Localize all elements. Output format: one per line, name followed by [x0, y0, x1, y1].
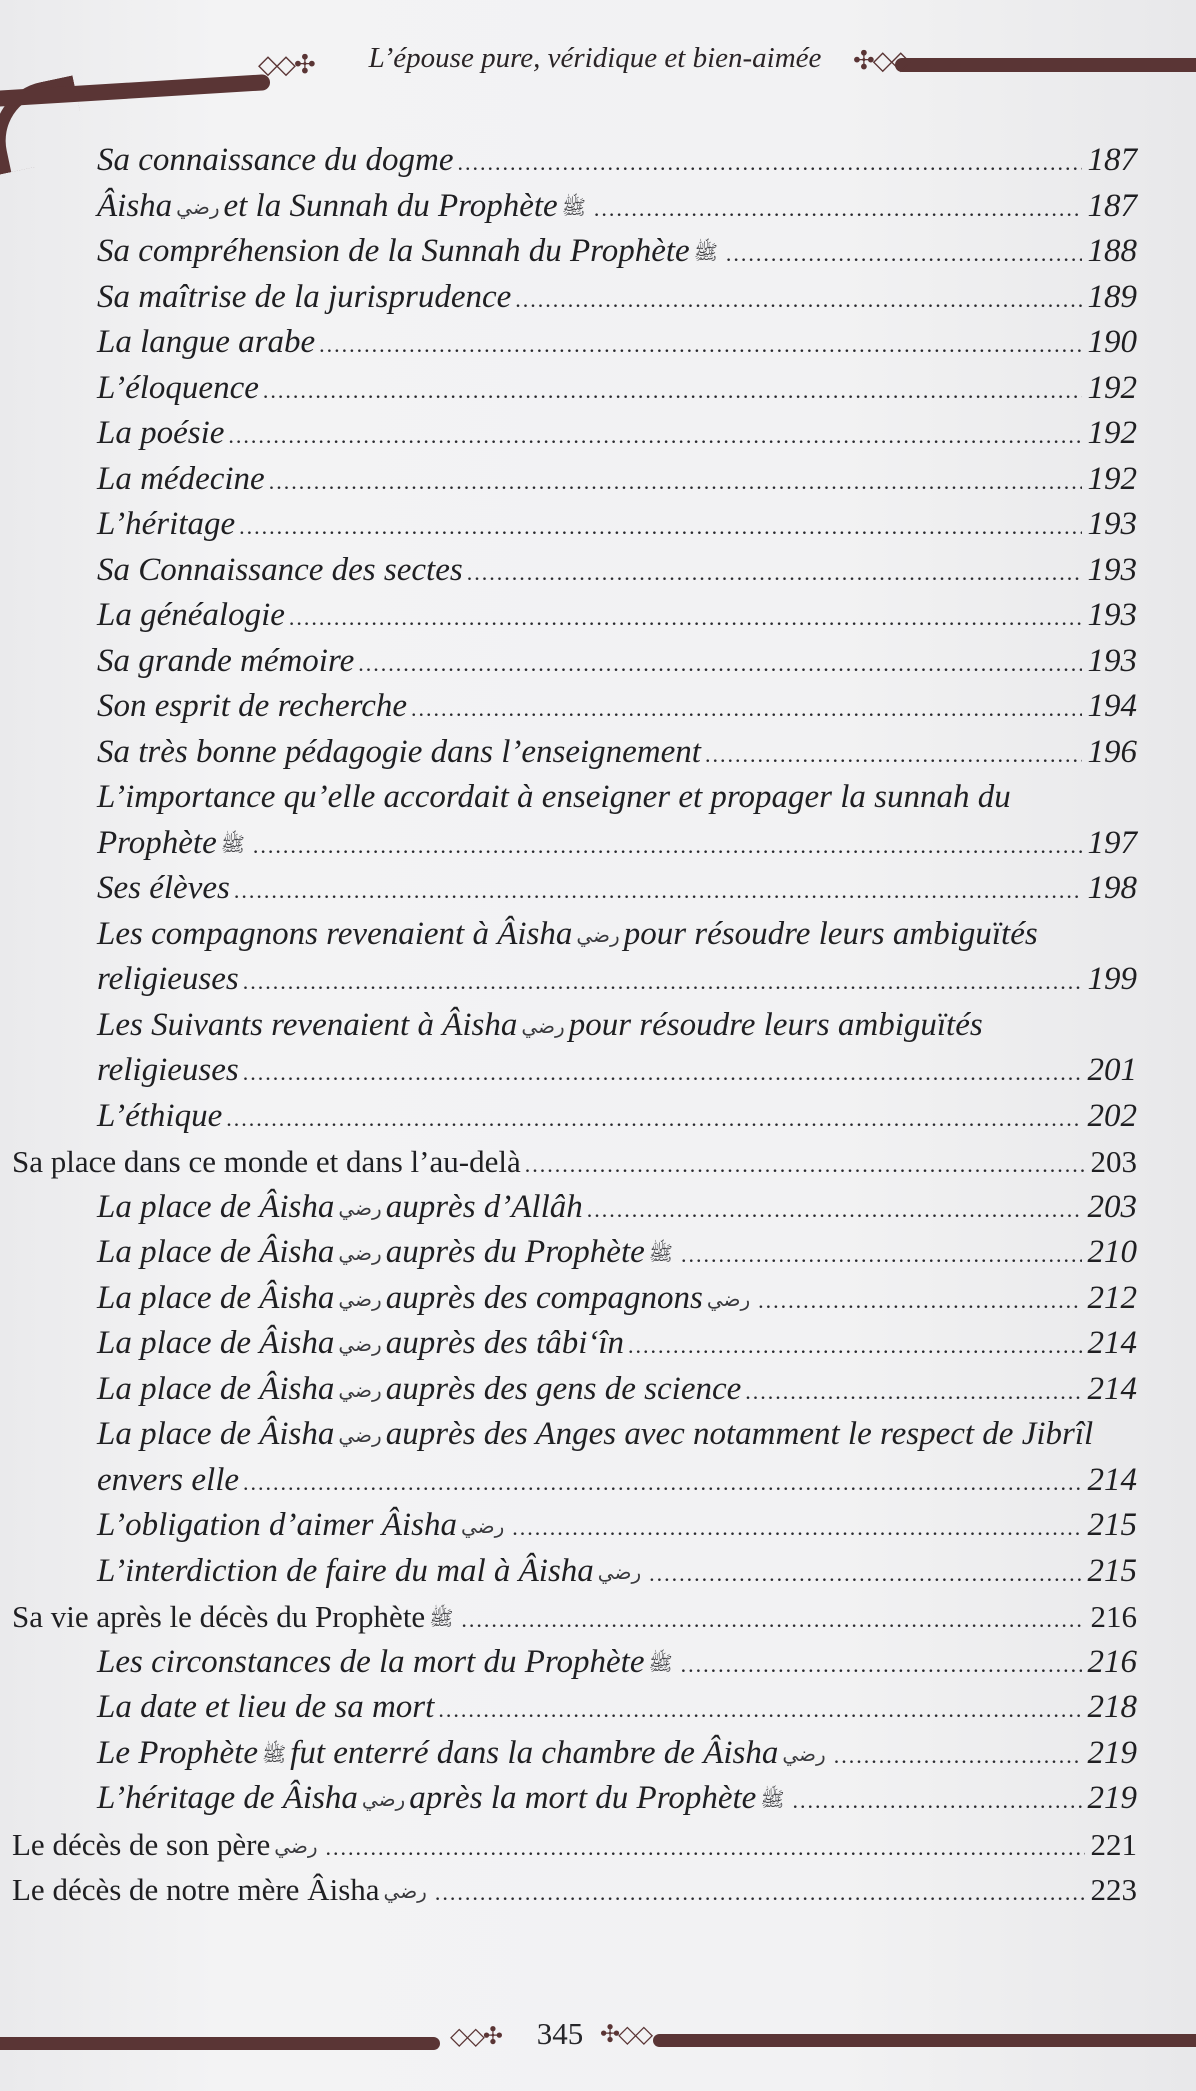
toc-entry-row — [97, 1731, 1137, 1779]
toc-entry-label — [97, 1731, 830, 1778]
toc-subsection-entry — [0, 1776, 1196, 1822]
toc-page-number: 198 — [1087, 870, 1137, 906]
toc-page-number: 193 — [1087, 642, 1137, 679]
toc-page-number: 192 — [1087, 369, 1137, 406]
toc-entry-label — [97, 916, 1038, 952]
honorific-icon: رضي — [338, 1286, 382, 1311]
toc-entry-text: La généalogie — [97, 597, 285, 633]
toc-entry-text: Sa vie après le décès du Prophète — [12, 1599, 426, 1634]
toc-subsection-entry — [0, 1230, 1196, 1276]
toc-entry-row — [97, 775, 1137, 821]
toc-entry-label — [97, 957, 239, 1003]
toc-entry-text: L’importance qu’elle accordait à enseigner et propager la sunnah du — [97, 779, 1011, 815]
toc-entry-text: auprès des Anges avec notamment le respect de Jibrîl — [385, 1416, 1094, 1452]
toc-entry-row — [97, 639, 1137, 687]
toc-entry-text: pour résoudre leurs ambiguïtés — [568, 1006, 983, 1043]
toc-page-number: 201 — [1087, 1052, 1137, 1088]
toc-entry-text: Âisha — [97, 187, 173, 224]
honorific-icon: رضي — [521, 1013, 565, 1038]
toc-subsection-entry — [0, 275, 1196, 321]
toc-entry-text: L’héritage de Âisha — [97, 1780, 358, 1816]
toc-entry-label — [97, 1503, 508, 1550]
toc-subsection-entry — [0, 1094, 1196, 1140]
toc-subsection-entry — [0, 184, 1196, 230]
toc-entry-text: Sa place dans ce monde et dans l’au-delà — [12, 1144, 521, 1179]
dot-leader — [438, 1687, 1081, 1733]
dot-leader — [253, 823, 1082, 869]
toc-entry-label — [97, 639, 354, 685]
toc-entry-label — [97, 779, 1011, 815]
footer-ornament-left-icon: ◇◇✣ — [450, 2022, 502, 2050]
toc-page-number: 196 — [1087, 733, 1137, 770]
toc-entry-row — [97, 1367, 1137, 1415]
table-of-contents — [0, 138, 1196, 1913]
toc-entry-label — [97, 502, 235, 548]
toc-entry-row — [97, 1003, 1137, 1050]
toc-entry-label — [97, 1367, 741, 1414]
header-ornament-left-icon: ◇◇✣ — [258, 50, 314, 80]
toc-page-number: 219 — [1087, 1734, 1137, 1771]
toc-entry-row — [97, 548, 1137, 596]
dot-leader — [435, 1870, 1085, 1916]
toc-entry-label — [97, 1094, 222, 1140]
toc-entry-row — [97, 821, 1137, 869]
toc-entry-text: Le décès de notre mère Âisha — [12, 1872, 380, 1907]
toc-entry-label — [97, 1230, 677, 1277]
toc-entry-row — [97, 1458, 1137, 1506]
toc-entry-label — [97, 1321, 624, 1368]
toc-entry-row — [97, 730, 1137, 778]
toc-entry-row — [97, 1094, 1137, 1142]
dot-leader — [649, 1551, 1081, 1597]
toc-subsection-entry — [0, 866, 1196, 912]
toc-subsection-entry — [0, 320, 1196, 366]
toc-page-number: 221 — [1090, 1826, 1137, 1862]
toc-entry-row — [97, 457, 1137, 505]
toc-entry-label — [97, 548, 463, 594]
toc-entry-row — [97, 1549, 1137, 1597]
toc-entry-text: La poésie — [97, 415, 225, 451]
dot-leader — [587, 1187, 1082, 1233]
toc-entry-text: La place de Âisha — [97, 1279, 335, 1316]
toc-entry-row — [97, 1230, 1137, 1278]
toc-entry-text: Sa maîtrise de la jurisprudence — [97, 278, 512, 315]
honorific-icon: ﷺ — [760, 1787, 785, 1811]
toc-entry-text: religieuses — [97, 961, 239, 997]
toc-page-number: 219 — [1087, 1780, 1137, 1816]
toc-page-number: 214 — [1087, 1325, 1137, 1361]
toc-entry-label — [97, 229, 722, 276]
running-header-title: L’épouse pure, véridique et bien-aimée — [368, 42, 822, 74]
dot-leader — [234, 868, 1082, 914]
toc-page-number: 216 — [1090, 1599, 1137, 1634]
toc-subsection-entry — [0, 457, 1196, 503]
toc-entry-text: La langue arabe — [97, 324, 316, 360]
toc-page-number: 218 — [1087, 1689, 1137, 1725]
toc-entry-text: fut enterré dans la chambre de Âisha — [290, 1734, 779, 1771]
toc-entry-text: La place de Âisha — [97, 1370, 335, 1407]
toc-entry-text: L’interdiction de faire du mal à Âisha — [97, 1552, 594, 1589]
toc-entry-row — [12, 1594, 1137, 1643]
toc-entry-text: Le décès de son père — [12, 1826, 271, 1862]
toc-subsection-entry — [0, 775, 1196, 821]
honorific-icon: رضي — [176, 194, 220, 219]
header-ornament-right-icon: ✣◇◇ — [853, 46, 909, 76]
toc-entry-label — [12, 1594, 457, 1642]
toc-subsection-entry — [0, 548, 1196, 594]
toc-entry-text: Les Suivants revenaient à Âisha — [97, 1006, 518, 1043]
toc-entry-label — [97, 275, 511, 321]
toc-subsection-entry — [0, 1503, 1196, 1549]
toc-subsection-entry — [0, 229, 1196, 275]
toc-entry-label — [97, 1640, 677, 1687]
toc-subsection-entry — [0, 1185, 1196, 1231]
toc-subsection-entry — [0, 1276, 1196, 1322]
toc-subsection-entry — [0, 502, 1196, 548]
toc-entry-text: auprès du Prophète — [385, 1234, 645, 1270]
toc-subsection-entry — [0, 593, 1196, 639]
dot-leader — [681, 1232, 1082, 1278]
toc-entry-row — [97, 138, 1137, 186]
footer-ornament-right-icon: ✣◇◇ — [600, 2020, 652, 2048]
toc-entry-label — [97, 730, 701, 776]
dot-leader — [726, 231, 1082, 277]
toc-entry-row — [97, 229, 1137, 277]
toc-entry-label — [97, 457, 265, 503]
toc-entry-row — [97, 275, 1137, 323]
toc-page-number: 187 — [1087, 187, 1137, 224]
toc-entry-label — [97, 1007, 983, 1043]
toc-entry-row — [97, 1185, 1137, 1233]
dot-leader — [792, 1778, 1081, 1824]
toc-page-number: 192 — [1087, 415, 1137, 451]
dot-leader — [681, 1642, 1082, 1688]
toc-subsection-entry — [0, 1640, 1196, 1686]
honorific-icon: ﷺ — [648, 1650, 673, 1675]
toc-page-number: 193 — [1087, 597, 1137, 633]
toc-section-entry — [0, 1139, 1196, 1185]
toc-entry-label — [97, 138, 454, 184]
dot-leader — [467, 550, 1082, 596]
toc-entry-label — [97, 684, 407, 730]
honorific-icon: ﷺ — [220, 831, 245, 856]
toc-entry-row — [97, 411, 1137, 459]
page-header — [0, 20, 1196, 130]
dot-leader — [243, 1460, 1081, 1506]
toc-entry-row — [97, 366, 1137, 414]
toc-page-number: 203 — [1090, 1144, 1137, 1179]
footer-bar-right — [653, 2034, 1196, 2047]
dot-leader — [745, 1369, 1081, 1415]
toc-page-number: 215 — [1087, 1552, 1137, 1589]
honorific-icon: رضي — [338, 1241, 382, 1265]
toc-page-number: 214 — [1087, 1461, 1137, 1498]
toc-entry-label — [97, 1416, 1093, 1452]
honorific-icon: رضي — [576, 922, 620, 947]
dot-leader — [228, 413, 1081, 459]
toc-entry-label — [97, 866, 230, 912]
toc-subsection-entry — [0, 366, 1196, 412]
toc-entry-text: La date et lieu de sa mort — [97, 1689, 435, 1725]
footer-bar-left — [0, 2037, 440, 2050]
dot-leader — [269, 459, 1082, 505]
toc-entry-row — [97, 1640, 1137, 1688]
toc-entry-text: Sa Connaissance des sectes — [97, 551, 463, 588]
toc-entry-label — [97, 1276, 754, 1323]
dot-leader — [263, 368, 1082, 414]
dot-leader — [326, 1825, 1085, 1871]
toc-entry-label — [12, 1867, 431, 1915]
toc-subsection-entry — [0, 1367, 1196, 1413]
toc-section-entry — [0, 1822, 1196, 1868]
dot-leader — [515, 277, 1081, 323]
dot-leader — [243, 1050, 1082, 1096]
dot-leader — [758, 1278, 1081, 1324]
toc-subsection-entry — [0, 912, 1196, 958]
dot-leader — [239, 504, 1081, 550]
toc-entry-row — [97, 684, 1137, 732]
toc-subsection-entry — [0, 730, 1196, 776]
toc-page-number: 189 — [1087, 278, 1137, 315]
dot-leader — [243, 959, 1082, 1005]
header-bar-right — [895, 58, 1196, 72]
toc-subsection-entry — [0, 1003, 1196, 1049]
toc-entry-text: religieuses — [97, 1052, 239, 1088]
toc-entry-text: auprès d’Allâh — [385, 1188, 583, 1225]
dot-leader — [358, 641, 1081, 687]
toc-subsection-entry — [0, 684, 1196, 730]
toc-entry-row — [97, 1503, 1137, 1551]
toc-entry-row — [97, 957, 1137, 1005]
toc-entry-row — [97, 912, 1137, 959]
dot-leader — [289, 595, 1082, 641]
toc-entry-row — [12, 1139, 1137, 1188]
toc-page-number: 223 — [1090, 1872, 1137, 1907]
toc-page-number: 212 — [1087, 1279, 1137, 1316]
toc-entry-row — [97, 1048, 1137, 1096]
toc-page-number: 202 — [1087, 1097, 1137, 1134]
toc-entry-label — [97, 366, 259, 412]
toc-page-number: 194 — [1087, 688, 1137, 724]
toc-entry-label — [97, 1549, 645, 1596]
toc-subsection-entry — [0, 1458, 1196, 1504]
dot-leader — [705, 732, 1082, 778]
toc-entry-row — [97, 320, 1137, 368]
toc-page-number: 215 — [1087, 1507, 1137, 1543]
toc-entry-text: après la mort du Prophète — [409, 1780, 757, 1816]
toc-entry-text: Sa grande mémoire — [97, 642, 355, 679]
dot-leader — [834, 1733, 1082, 1779]
toc-entry-text: auprès des gens de science — [385, 1370, 742, 1407]
toc-subsection-entry — [0, 1549, 1196, 1595]
honorific-icon: ﷺ — [648, 1241, 673, 1265]
header-bar-left — [0, 74, 270, 108]
toc-subsection-entry — [0, 957, 1196, 1003]
dot-leader — [458, 140, 1082, 186]
toc-entry-text: La place de Âisha — [97, 1234, 335, 1270]
toc-entry-text: et la Sunnah du Prophète — [223, 187, 558, 224]
toc-section-entry — [0, 1867, 1196, 1913]
toc-subsection-entry — [0, 1731, 1196, 1777]
toc-entry-text: La place de Âisha — [97, 1325, 335, 1361]
toc-page-number: 193 — [1087, 506, 1137, 542]
toc-entry-label — [97, 1048, 239, 1094]
toc-subsection-entry — [0, 1685, 1196, 1731]
dot-leader — [461, 1597, 1084, 1643]
toc-entry-text: Son esprit de recherche — [97, 688, 408, 724]
toc-entry-label — [97, 320, 315, 366]
toc-entry-text: auprès des tâbi‘în — [385, 1325, 625, 1361]
toc-entry-text: La médecine — [97, 460, 265, 497]
toc-entry-label — [97, 1185, 583, 1232]
toc-entry-text: Sa compréhension de la Sunnah du Prophète — [97, 233, 690, 269]
toc-entry-text: L’obligation d’aimer Âisha — [97, 1507, 457, 1543]
toc-entry-label — [97, 593, 285, 639]
honorific-icon: رضي — [338, 1377, 382, 1402]
honorific-icon: رضي — [460, 1514, 505, 1538]
toc-page-number: 190 — [1087, 324, 1137, 360]
toc-entry-text: L’éloquence — [97, 369, 259, 406]
dot-leader — [319, 322, 1081, 368]
toc-entry-row — [97, 1321, 1137, 1369]
toc-entry-row — [97, 184, 1137, 232]
toc-entry-text: envers elle — [97, 1461, 240, 1498]
dot-leader — [628, 1323, 1081, 1369]
toc-entry-row — [97, 502, 1137, 550]
honorific-icon: رضي — [338, 1195, 382, 1220]
toc-entry-row — [97, 593, 1137, 641]
honorific-icon: ﷺ — [693, 240, 718, 264]
toc-subsection-entry — [0, 821, 1196, 867]
toc-entry-label — [12, 1822, 322, 1870]
honorific-icon: ﷺ — [262, 1741, 287, 1766]
toc-page-number: 216 — [1087, 1643, 1137, 1680]
toc-entry-label — [97, 1458, 239, 1504]
toc-entry-text: La place de Âisha — [97, 1188, 335, 1225]
toc-entry-text: Sa très bonne pédagogie dans l’enseignement — [97, 733, 701, 770]
honorific-icon: رضي — [338, 1332, 382, 1356]
toc-subsection-entry — [0, 639, 1196, 685]
toc-page-number: 210 — [1087, 1234, 1137, 1270]
honorific-icon: رضي — [361, 1787, 406, 1811]
toc-entry-label — [97, 821, 249, 868]
toc-entry-row — [97, 866, 1137, 914]
toc-entry-row — [97, 1685, 1137, 1733]
toc-entry-text: L’héritage — [97, 506, 236, 542]
toc-entry-text: La place de Âisha — [97, 1416, 335, 1452]
toc-entry-label — [97, 411, 224, 457]
dot-leader — [226, 1096, 1081, 1142]
toc-entry-row — [97, 1776, 1137, 1824]
dot-leader — [525, 1142, 1085, 1188]
toc-subsection-entry — [0, 1412, 1196, 1458]
dot-leader — [594, 186, 1082, 232]
toc-entry-label — [97, 184, 590, 231]
honorific-icon: رضي — [782, 1741, 826, 1766]
honorific-icon: رضي — [338, 1423, 382, 1447]
toc-entry-row — [12, 1867, 1137, 1916]
honorific-icon: رضي — [274, 1833, 318, 1858]
toc-subsection-entry — [0, 138, 1196, 184]
toc-entry-text: Les circonstances de la mort du Prophète — [97, 1643, 645, 1680]
toc-page-number: 199 — [1087, 961, 1137, 997]
dot-leader — [411, 686, 1081, 732]
honorific-icon: رضي — [706, 1286, 751, 1311]
toc-entry-label — [12, 1139, 521, 1185]
page-number: 345 — [536, 2016, 584, 2051]
toc-page-number: 203 — [1087, 1188, 1137, 1225]
toc-page-number: 197 — [1087, 824, 1137, 861]
honorific-icon: ﷺ — [561, 194, 586, 219]
toc-entry-text: Le Prophète — [97, 1734, 258, 1771]
toc-entry-text: Ses élèves — [97, 870, 230, 906]
honorific-icon: رضي — [383, 1879, 427, 1903]
toc-page-number: 188 — [1087, 233, 1137, 269]
toc-subsection-entry — [0, 1321, 1196, 1367]
toc-entry-label — [97, 1776, 788, 1823]
toc-entry-text: Les compagnons revenaient à Âisha — [97, 915, 573, 952]
toc-subsection-entry — [0, 1048, 1196, 1094]
toc-entry-text: Prophète — [97, 824, 217, 861]
honorific-icon: ﷺ — [429, 1606, 454, 1630]
toc-page-number: 192 — [1087, 460, 1137, 497]
toc-page-number: 193 — [1087, 551, 1137, 588]
toc-entry-row — [97, 1276, 1137, 1324]
toc-entry-text: Sa connaissance du dogme — [97, 142, 454, 178]
toc-entry-text: pour résoudre leurs ambiguïtés — [623, 915, 1038, 952]
dot-leader — [512, 1505, 1081, 1551]
toc-subsection-entry — [0, 411, 1196, 457]
honorific-icon: رضي — [597, 1559, 642, 1584]
toc-section-entry — [0, 1594, 1196, 1640]
toc-page-number: 214 — [1087, 1370, 1137, 1407]
toc-entry-row — [12, 1822, 1137, 1871]
toc-entry-text: L’éthique — [97, 1097, 223, 1134]
toc-entry-row — [97, 1412, 1137, 1459]
toc-entry-label — [97, 1685, 434, 1731]
toc-page-number: 187 — [1087, 142, 1137, 178]
toc-entry-text: auprès des compagnons — [385, 1279, 703, 1316]
